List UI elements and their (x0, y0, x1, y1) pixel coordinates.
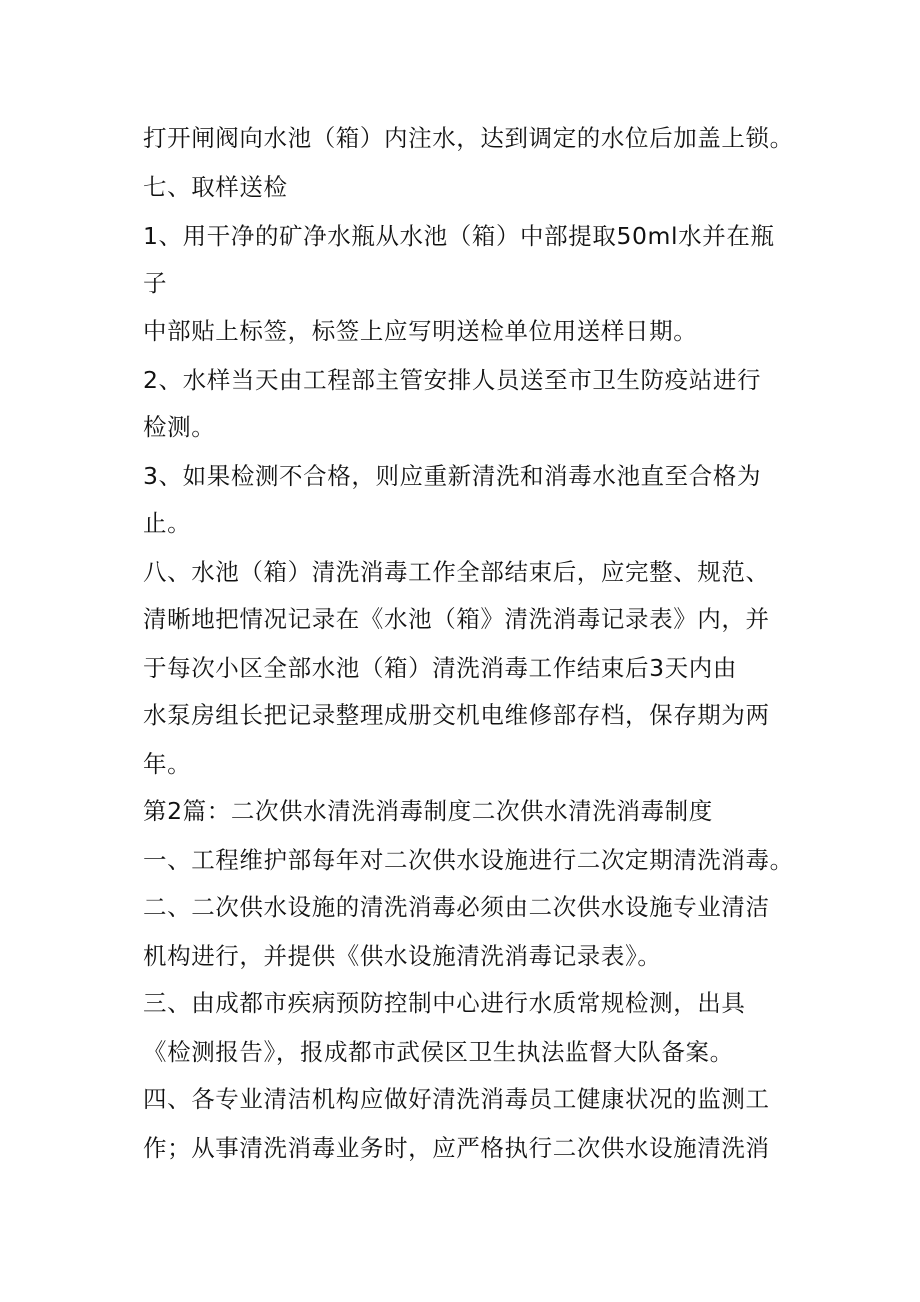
text-line: 2、水样当天由工程部主管安排人员送至市卫生防疫站进行 (143, 366, 762, 394)
text-line: 八、水池（箱）清洗消毒工作全部结束后，应完整、规范、 (143, 558, 770, 586)
text-line: 中部贴上标签，标签上应写明送检单位用送样日期。 (143, 317, 698, 345)
text-line: 止。 (143, 509, 192, 537)
section-heading: 七、取样送检 (143, 173, 288, 201)
text-line: 子 (143, 269, 168, 297)
text-line: 水泵房组长把记录整理成册交机电维修部存档，保存期为两 (143, 701, 770, 729)
text-line: 3、如果检测不合格，则应重新清洗和消毒水池直至合格为 (143, 462, 762, 490)
text-line: 四、各专业清洁机构应做好清洗消毒员工健康状况的监测工 (143, 1085, 770, 1113)
text-line: 作；从事清洗消毒业务时，应严格执行二次供水设施清洗消 (143, 1134, 770, 1162)
text-line: 机构进行，并提供《供水设施清洗消毒记录表》。 (143, 942, 662, 970)
text-line: 三、由成都市疾病预防控制中心进行水质常规检测，出具 (143, 989, 746, 1017)
text-line: 1、用干净的矿净水瓶从水池（箱）中部提取50ml水并在瓶 (143, 222, 775, 250)
text-line: 《检测报告》，报成都市武侯区卫生执法监督大队备案。 (143, 1038, 734, 1066)
text-line: 年。 (143, 750, 192, 778)
text-line: 一、工程维护部每年对二次供水设施进行二次定期清洗消毒。 (143, 846, 794, 874)
text-line: 打开闸阀向水池（箱）内注水，达到调定的水位后加盖上锁。 (143, 124, 794, 152)
text-line: 清晰地把情况记录在《水池（箱》清洗消毒记录表》内，并 (143, 605, 770, 633)
chapter-heading: 第2篇：二次供水清洗消毒制度二次供水清洗消毒制度 (143, 797, 713, 825)
text-line: 检测。 (143, 413, 216, 441)
text-line: 二、二次供水设施的清洗消毒必须由二次供水设施专业清洁 (143, 893, 770, 921)
text-line: 于每次小区全部水池（箱）清洗消毒工作结束后3天内由 (143, 654, 737, 682)
